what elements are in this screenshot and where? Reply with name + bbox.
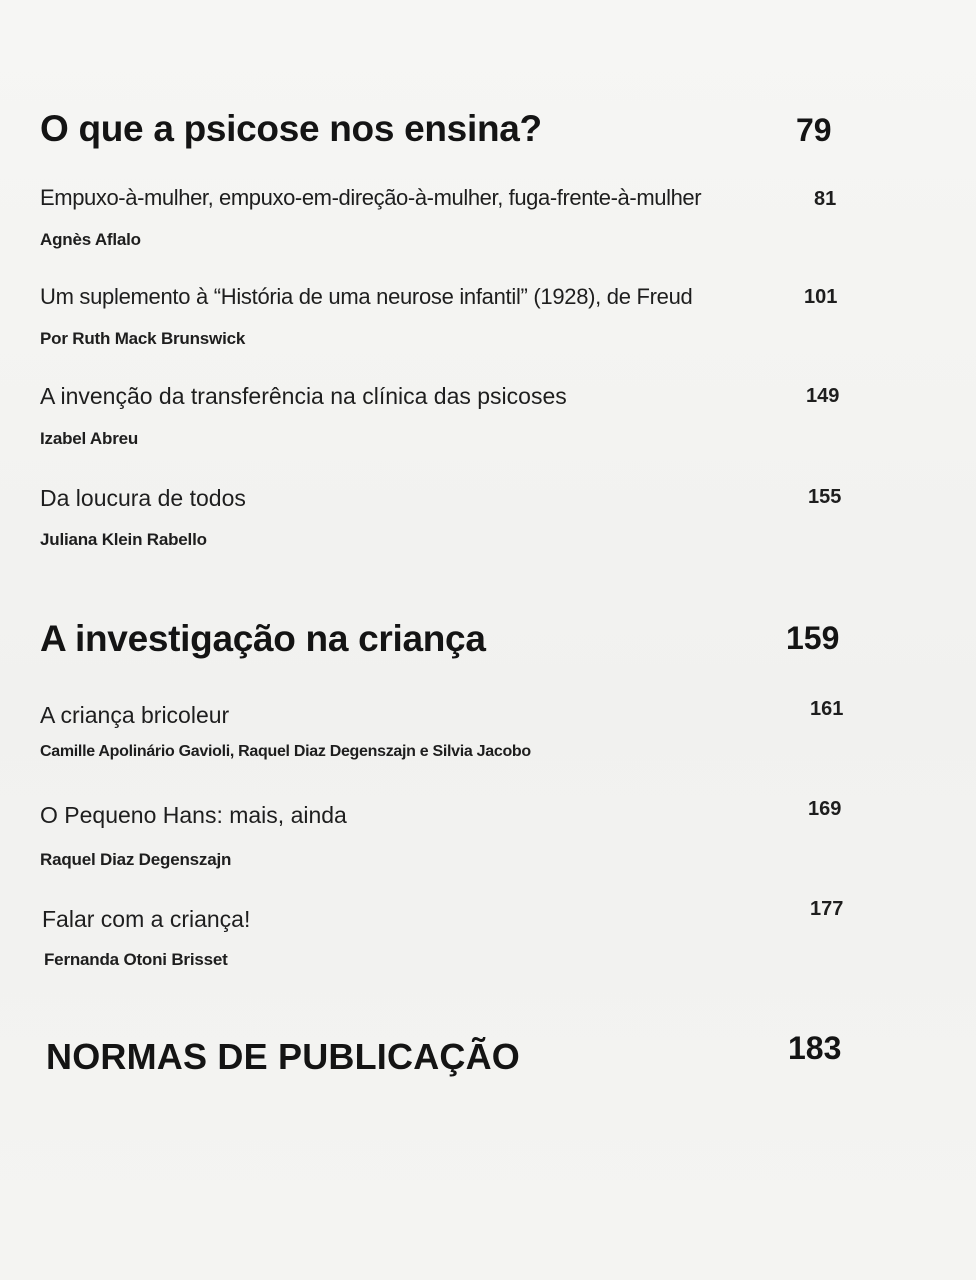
entry-author: Raquel Diaz Degenszajn bbox=[40, 850, 232, 869]
entry-page-number: 81 bbox=[814, 188, 837, 210]
entry-author: Camille Apolinário Gavioli, Raquel Diaz Degenszajn e Silvia Jacobo bbox=[40, 743, 531, 760]
entry-title: A invenção da transferência na clínica das psicoses bbox=[40, 383, 567, 409]
section-page-number: 159 bbox=[786, 620, 840, 656]
entry-title: Empuxo-à-mulher, empuxo-em-direção-à-mulher, fuga-frente-à-mulher bbox=[40, 185, 702, 210]
section-page-number: 183 bbox=[788, 1030, 842, 1066]
entry-author: Por Ruth Mack Brunswick bbox=[40, 329, 246, 348]
entry-title: A criança bricoleur bbox=[40, 702, 230, 728]
section-title: O que a psicose nos ensina? bbox=[40, 108, 542, 149]
entry-title: Um suplemento à “História de uma neurose infantil” (1928), de Freud bbox=[40, 284, 693, 309]
entry-page-number: 177 bbox=[810, 898, 844, 920]
section-title: NORMAS DE PUBLICAÇÃO bbox=[46, 1036, 521, 1077]
entry-page-number: 161 bbox=[810, 698, 844, 720]
entry-author: Juliana Klein Rabello bbox=[40, 530, 207, 549]
entry-title: Da loucura de todos bbox=[40, 485, 246, 511]
entry-author: Agnès Aflalo bbox=[40, 230, 141, 249]
entry-page-number: 149 bbox=[806, 385, 840, 407]
entry-author: Fernanda Otoni Brisset bbox=[44, 950, 228, 969]
entry-author: Izabel Abreu bbox=[40, 429, 139, 448]
entry-page-number: 155 bbox=[808, 486, 842, 508]
section-title: A investigação na criança bbox=[40, 618, 486, 659]
entry-title: Falar com a criança! bbox=[42, 906, 251, 932]
section-page-number: 79 bbox=[796, 112, 832, 148]
entry-page-number: 169 bbox=[808, 798, 842, 820]
entry-title: O Pequeno Hans: mais, ainda bbox=[40, 802, 347, 828]
entry-page-number: 101 bbox=[804, 286, 838, 308]
